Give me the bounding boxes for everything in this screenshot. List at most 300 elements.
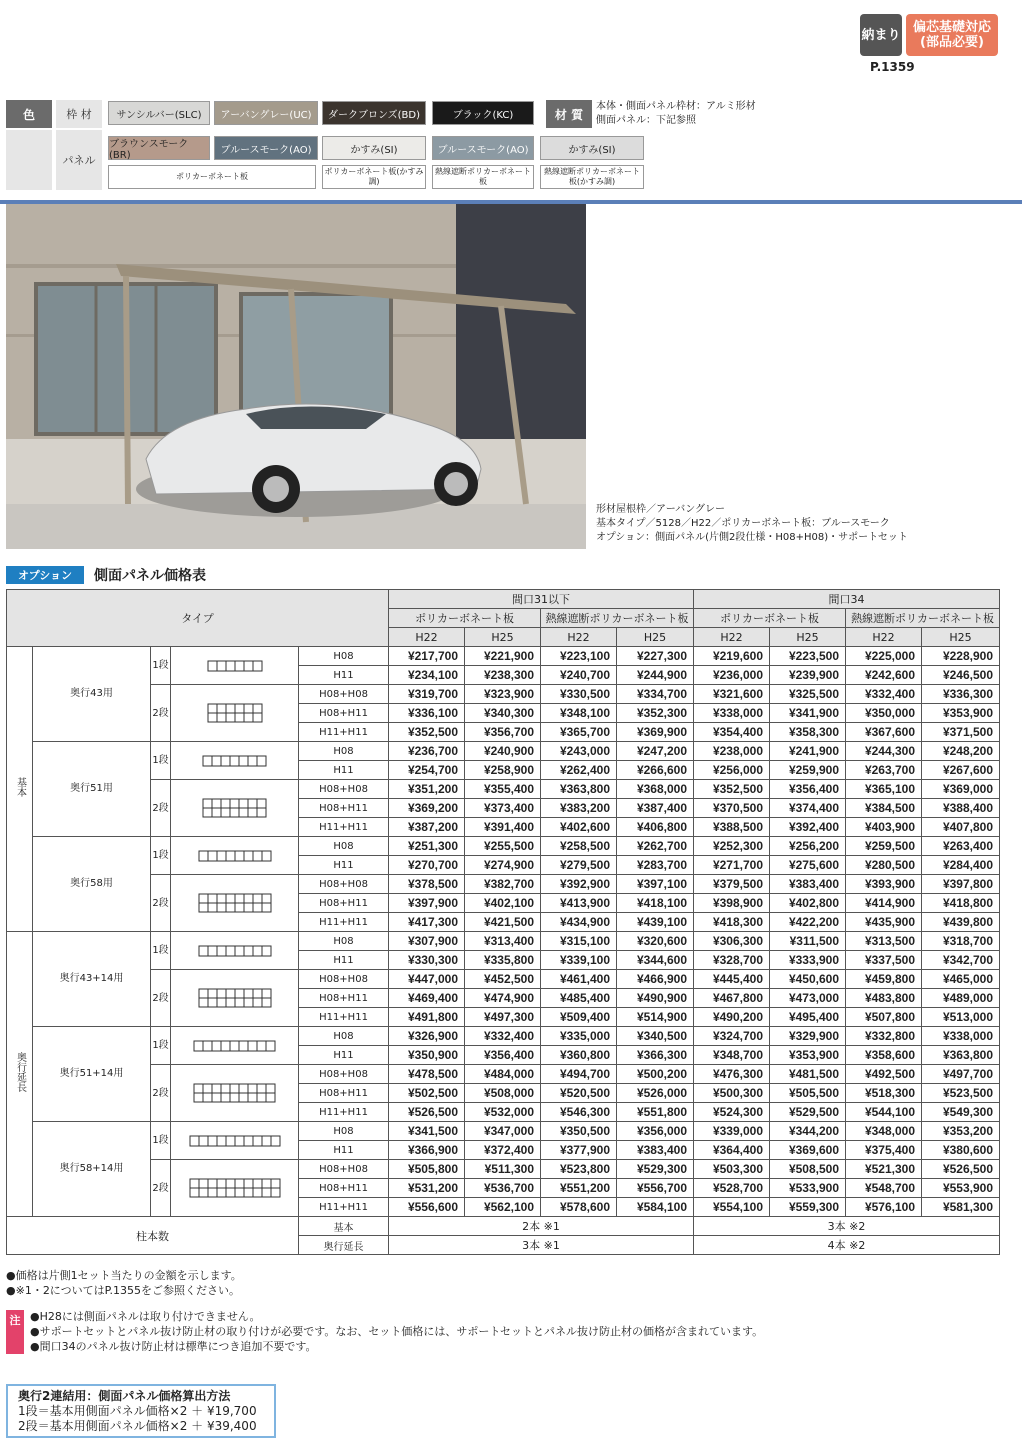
price-cell: ¥348,700 — [694, 1046, 770, 1065]
price-cell: ¥337,500 — [846, 951, 922, 970]
two-tier-cell: 2段 — [151, 1065, 171, 1122]
height-code: H08+H11 — [299, 799, 389, 818]
price-cell: ¥578,600 — [541, 1198, 617, 1217]
height-code: H08+H11 — [299, 704, 389, 723]
price-cell: ¥243,000 — [541, 742, 617, 761]
post-type: 奥行延長 — [299, 1236, 389, 1255]
panel-layout-diagram — [198, 945, 272, 957]
price-cell: ¥354,400 — [694, 723, 770, 742]
price-cell: ¥344,200 — [770, 1122, 846, 1141]
diagram-cell — [171, 647, 299, 685]
price-cell: ¥554,100 — [694, 1198, 770, 1217]
table-row — [7, 932, 1000, 951]
price-cell: ¥469,400 — [389, 989, 465, 1008]
price-cell: ¥360,800 — [541, 1046, 617, 1065]
caution-line: ●H28には側面パネルは取り付けできません。 — [30, 1310, 261, 1323]
price-cell: ¥483,800 — [846, 989, 922, 1008]
price-cell: ¥492,500 — [846, 1065, 922, 1084]
price-cell: ¥503,300 — [694, 1160, 770, 1179]
diagram-cell — [171, 780, 299, 837]
price-table-title: 側面パネル価格表 — [94, 568, 206, 584]
price-cell: ¥485,400 — [541, 989, 617, 1008]
price-cell: ¥413,900 — [541, 894, 617, 913]
price-cell: ¥526,500 — [922, 1160, 1000, 1179]
price-cell: ¥239,900 — [770, 666, 846, 685]
price-cell: ¥551,200 — [541, 1179, 617, 1198]
price-cell: ¥467,800 — [694, 989, 770, 1008]
panel-layout-diagram — [193, 1083, 276, 1103]
price-cell: ¥330,500 — [541, 685, 617, 704]
price-cell: ¥238,000 — [694, 742, 770, 761]
price-cell: ¥523,500 — [922, 1084, 1000, 1103]
price-cell: ¥238,300 — [465, 666, 541, 685]
diagram-cell — [171, 932, 299, 970]
price-cell: ¥335,800 — [465, 951, 541, 970]
price-cell: ¥356,700 — [465, 723, 541, 742]
calc-method-box — [6, 1384, 276, 1438]
price-cell: ¥258,500 — [541, 837, 617, 856]
price-cell: ¥544,100 — [846, 1103, 922, 1122]
price-cell: ¥221,900 — [465, 647, 541, 666]
diagram-cell — [171, 1122, 299, 1160]
panel-swatch: ブルースモーク(AO) — [432, 136, 534, 160]
price-cell: ¥461,400 — [541, 970, 617, 989]
photo-caption — [596, 503, 908, 545]
price-cell: ¥348,000 — [846, 1122, 922, 1141]
price-cell: ¥406,800 — [617, 818, 694, 837]
price-cell: ¥388,400 — [922, 799, 1000, 818]
option-tag: オプション — [6, 566, 84, 584]
price-cell: ¥366,900 — [389, 1141, 465, 1160]
price-cell: ¥307,900 — [389, 932, 465, 951]
price-cell: ¥397,100 — [617, 875, 694, 894]
depth-type-cell: 奥行58+14用 — [33, 1122, 151, 1217]
price-cell: ¥529,300 — [617, 1160, 694, 1179]
price-cell: ¥332,400 — [846, 685, 922, 704]
price-cell: ¥333,900 — [770, 951, 846, 970]
price-cell: ¥375,400 — [846, 1141, 922, 1160]
price-cell: ¥476,300 — [694, 1065, 770, 1084]
panel-layout-diagram — [198, 893, 272, 913]
price-cell: ¥370,500 — [694, 799, 770, 818]
price-cell: ¥341,500 — [389, 1122, 465, 1141]
price-cell: ¥505,800 — [389, 1160, 465, 1179]
price-cell: ¥489,000 — [922, 989, 1000, 1008]
two-tier-cell: 2段 — [151, 780, 171, 837]
category-cell — [7, 932, 33, 1217]
price-cell: ¥392,900 — [541, 875, 617, 894]
price-cell: ¥262,400 — [541, 761, 617, 780]
color-header: 色 — [6, 100, 52, 128]
price-cell: ¥402,600 — [541, 818, 617, 837]
price-cell: ¥549,300 — [922, 1103, 1000, 1122]
price-cell: ¥397,800 — [922, 875, 1000, 894]
table-row — [7, 1065, 1000, 1084]
price-cell: ¥248,200 — [922, 742, 1000, 761]
price-cell: ¥313,500 — [846, 932, 922, 951]
panel-layout-diagram — [207, 703, 263, 723]
two-tier-cell: 2段 — [151, 1160, 171, 1217]
price-cell: ¥367,600 — [846, 723, 922, 742]
price-cell: ¥536,700 — [465, 1179, 541, 1198]
price-cell: ¥383,400 — [617, 1141, 694, 1160]
price-cell: ¥318,700 — [922, 932, 1000, 951]
price-cell: ¥417,300 — [389, 913, 465, 932]
price-cell: ¥508,000 — [465, 1084, 541, 1103]
table-row — [7, 1122, 1000, 1141]
price-cell: ¥383,400 — [770, 875, 846, 894]
caption-line: 形材屋根枠／アーバングレー — [596, 504, 725, 515]
height-code: H11 — [299, 761, 389, 780]
price-cell: ¥514,900 — [617, 1008, 694, 1027]
depth-type-cell: 奥行43+14用 — [33, 932, 151, 1027]
price-cell: ¥332,400 — [465, 1027, 541, 1046]
price-cell: ¥439,100 — [617, 913, 694, 932]
price-cell: ¥358,600 — [846, 1046, 922, 1065]
price-cell: ¥355,400 — [465, 780, 541, 799]
calc-line: 1段＝基本用側面パネル価格×2 ＋ ¥19,700 — [18, 1404, 257, 1418]
material-line: 本体・側面パネル枠材：アルミ形材 — [596, 101, 756, 112]
carport-illustration — [6, 204, 586, 549]
price-cell: ¥339,100 — [541, 951, 617, 970]
diagram-cell — [171, 742, 299, 780]
price-cell: ¥421,500 — [465, 913, 541, 932]
price-cell: ¥387,400 — [617, 799, 694, 818]
price-cell: ¥447,000 — [389, 970, 465, 989]
height-code: H08+H11 — [299, 894, 389, 913]
one-tier-cell: 1段 — [151, 837, 171, 875]
table-row — [7, 647, 1000, 666]
price-cell: ¥274,900 — [465, 856, 541, 875]
depth-type-cell: 奥行43用 — [33, 647, 151, 742]
height-code: H08+H08 — [299, 685, 389, 704]
price-cell: ¥369,600 — [770, 1141, 846, 1160]
price-cell: ¥324,700 — [694, 1027, 770, 1046]
height-code: H11 — [299, 1046, 389, 1065]
price-cell: ¥284,400 — [922, 856, 1000, 875]
price-cell: ¥391,400 — [465, 818, 541, 837]
price-cell: ¥334,700 — [617, 685, 694, 704]
price-cell: ¥350,500 — [541, 1122, 617, 1141]
height-code: H08 — [299, 837, 389, 856]
price-cell: ¥388,500 — [694, 818, 770, 837]
price-cell: ¥321,600 — [694, 685, 770, 704]
price-cell: ¥418,800 — [922, 894, 1000, 913]
price-cell: ¥494,700 — [541, 1065, 617, 1084]
price-cell: ¥271,700 — [694, 856, 770, 875]
frame-swatch: アーバングレー(UC) — [214, 101, 318, 125]
panel-swatch: かすみ(SI) — [540, 136, 644, 160]
price-cell: ¥323,900 — [465, 685, 541, 704]
height-code: H08+H08 — [299, 1160, 389, 1179]
category-label: 基本 — [14, 777, 26, 797]
price-cell: ¥344,600 — [617, 951, 694, 970]
price-cell: ¥509,400 — [541, 1008, 617, 1027]
price-cell: ¥270,700 — [389, 856, 465, 875]
price-cell: ¥452,500 — [465, 970, 541, 989]
h22-header: H22 — [541, 628, 617, 647]
table-row — [7, 875, 1000, 894]
price-cell: ¥373,400 — [465, 799, 541, 818]
price-cell: ¥369,200 — [389, 799, 465, 818]
diagram-cell — [171, 1065, 299, 1122]
price-cell: ¥348,100 — [541, 704, 617, 723]
table-row — [7, 1027, 1000, 1046]
price-cell: ¥352,500 — [694, 780, 770, 799]
diagram-cell — [171, 875, 299, 932]
price-cell: ¥326,900 — [389, 1027, 465, 1046]
caption-line: 基本タイプ／5128／H22／ポリカーボネート板：ブルースモーク — [596, 518, 890, 529]
note-line: ●※1・2についてはP.1355をご参照ください。 — [6, 1284, 241, 1297]
post-type: 基本 — [299, 1217, 389, 1236]
depth-type-cell: 奥行51+14用 — [33, 1027, 151, 1122]
panel-note-heat-kasumi: 熱線遮断ポリカーボネート板(かすみ調) — [540, 165, 644, 189]
one-tier-cell: 1段 — [151, 932, 171, 970]
price-cell: ¥223,500 — [770, 647, 846, 666]
price-cell: ¥339,000 — [694, 1122, 770, 1141]
price-cell: ¥531,200 — [389, 1179, 465, 1198]
price-cell: ¥490,900 — [617, 989, 694, 1008]
h22-header: H22 — [694, 628, 770, 647]
price-cell: ¥340,500 — [617, 1027, 694, 1046]
height-code: H08 — [299, 647, 389, 666]
post-count-span31: 3本 ※1 — [389, 1236, 694, 1255]
caution-tag: 注 — [6, 1310, 24, 1354]
material-header: 材 質 — [546, 100, 592, 128]
h22-header: H22 — [846, 628, 922, 647]
price-cell: ¥507,800 — [846, 1008, 922, 1027]
price-cell: ¥559,300 — [770, 1198, 846, 1217]
price-cell: ¥242,600 — [846, 666, 922, 685]
height-code: H11+H11 — [299, 723, 389, 742]
price-cell: ¥330,300 — [389, 951, 465, 970]
price-cell: ¥313,400 — [465, 932, 541, 951]
height-code: H08+H11 — [299, 1179, 389, 1198]
price-cell: ¥521,300 — [846, 1160, 922, 1179]
price-cell: ¥508,500 — [770, 1160, 846, 1179]
price-cell: ¥244,900 — [617, 666, 694, 685]
price-cell: ¥581,300 — [922, 1198, 1000, 1217]
price-cell: ¥481,500 — [770, 1065, 846, 1084]
price-cell: ¥528,700 — [694, 1179, 770, 1198]
price-cell: ¥380,600 — [922, 1141, 1000, 1160]
price-cell: ¥523,800 — [541, 1160, 617, 1179]
frame-swatch: ブラック(KC) — [432, 101, 534, 125]
side-panel-price-table — [6, 589, 1000, 1255]
price-cell: ¥383,200 — [541, 799, 617, 818]
price-cell: ¥244,300 — [846, 742, 922, 761]
caution-line: ●間口34のパネル抜け防止材は標準につき追加不要です。 — [30, 1340, 317, 1353]
price-cell: ¥280,500 — [846, 856, 922, 875]
two-tier-cell: 2段 — [151, 875, 171, 932]
price-cell: ¥352,300 — [617, 704, 694, 723]
price-cell: ¥392,400 — [770, 818, 846, 837]
height-code: H08+H08 — [299, 1065, 389, 1084]
price-cell: ¥556,600 — [389, 1198, 465, 1217]
price-cell: ¥338,000 — [922, 1027, 1000, 1046]
two-tier-cell: 2段 — [151, 970, 171, 1027]
poly-header: ポリカーボネート板 — [389, 609, 541, 628]
price-cell: ¥434,900 — [541, 913, 617, 932]
price-cell: ¥562,100 — [465, 1198, 541, 1217]
frame-swatch: ダークブロンズ(BD) — [322, 101, 426, 125]
post-count-label: 柱本数 — [7, 1217, 299, 1255]
price-cell: ¥384,500 — [846, 799, 922, 818]
osamari-badge: 納まり — [860, 14, 902, 56]
price-cell: ¥584,100 — [617, 1198, 694, 1217]
price-cell: ¥329,900 — [770, 1027, 846, 1046]
price-cell: ¥225,000 — [846, 647, 922, 666]
price-cell: ¥363,800 — [922, 1046, 1000, 1065]
height-code: H11 — [299, 666, 389, 685]
price-cell: ¥502,500 — [389, 1084, 465, 1103]
price-cell: ¥387,200 — [389, 818, 465, 837]
price-cell: ¥259,500 — [846, 837, 922, 856]
price-cell: ¥306,300 — [694, 932, 770, 951]
price-cell: ¥365,700 — [541, 723, 617, 742]
price-cell: ¥258,900 — [465, 761, 541, 780]
height-code: H08+H08 — [299, 875, 389, 894]
span31-header: 間口31以下 — [389, 590, 694, 609]
type-header: タイプ — [7, 590, 389, 647]
price-cell: ¥240,900 — [465, 742, 541, 761]
price-cell: ¥356,400 — [770, 780, 846, 799]
post-count-row — [7, 1217, 1000, 1236]
one-tier-cell: 1段 — [151, 742, 171, 780]
height-code: H11 — [299, 951, 389, 970]
price-cell: ¥251,300 — [389, 837, 465, 856]
panel-layout-diagram — [189, 1178, 281, 1198]
price-cell: ¥497,700 — [922, 1065, 1000, 1084]
price-cell: ¥259,900 — [770, 761, 846, 780]
price-cell: ¥332,800 — [846, 1027, 922, 1046]
price-cell: ¥511,300 — [465, 1160, 541, 1179]
price-cell: ¥325,500 — [770, 685, 846, 704]
price-cell: ¥548,700 — [846, 1179, 922, 1198]
height-code: H11+H11 — [299, 913, 389, 932]
price-cell: ¥546,300 — [541, 1103, 617, 1122]
price-cell: ¥497,300 — [465, 1008, 541, 1027]
price-cell: ¥350,000 — [846, 704, 922, 723]
price-cell: ¥465,000 — [922, 970, 1000, 989]
price-cell: ¥556,700 — [617, 1179, 694, 1198]
panel-swatch: ブラウンスモーク(BR) — [108, 136, 210, 160]
price-cell: ¥532,000 — [465, 1103, 541, 1122]
carport-photo — [6, 204, 586, 549]
price-cell: ¥397,900 — [389, 894, 465, 913]
height-code: H08 — [299, 1122, 389, 1141]
table-row — [7, 742, 1000, 761]
span34-header: 間口34 — [694, 590, 1000, 609]
price-cell: ¥228,900 — [922, 647, 1000, 666]
height-code: H11+H11 — [299, 1198, 389, 1217]
price-cell: ¥254,700 — [389, 761, 465, 780]
table-row — [7, 780, 1000, 799]
panel-layout-diagram — [202, 798, 267, 818]
price-cell: ¥371,500 — [922, 723, 1000, 742]
price-cell: ¥356,400 — [465, 1046, 541, 1065]
price-cell: ¥240,700 — [541, 666, 617, 685]
price-cell: ¥398,900 — [694, 894, 770, 913]
price-cell: ¥526,500 — [389, 1103, 465, 1122]
h25-header: H25 — [465, 628, 541, 647]
panel-label: パネル — [56, 130, 102, 190]
height-code: H11 — [299, 1141, 389, 1160]
table-row — [7, 685, 1000, 704]
h25-header: H25 — [922, 628, 1000, 647]
depth-type-cell: 奥行58用 — [33, 837, 151, 932]
price-cell: ¥347,000 — [465, 1122, 541, 1141]
price-cell: ¥551,800 — [617, 1103, 694, 1122]
price-cell: ¥262,700 — [617, 837, 694, 856]
panel-layout-diagram — [207, 660, 263, 672]
price-cell: ¥352,500 — [389, 723, 465, 742]
price-cell: ¥529,500 — [770, 1103, 846, 1122]
price-cell: ¥335,000 — [541, 1027, 617, 1046]
panel-layout-diagram — [198, 988, 272, 1008]
price-cell: ¥328,700 — [694, 951, 770, 970]
category-cell — [7, 647, 33, 932]
one-tier-cell: 1段 — [151, 647, 171, 685]
price-cell: ¥466,900 — [617, 970, 694, 989]
price-cell: ¥435,900 — [846, 913, 922, 932]
price-cell: ¥364,400 — [694, 1141, 770, 1160]
material-line: 側面パネル：下記参照 — [596, 115, 696, 126]
price-cell: ¥340,300 — [465, 704, 541, 723]
post-count-span34: 4本 ※2 — [694, 1236, 1000, 1255]
price-cell: ¥363,800 — [541, 780, 617, 799]
caution-line: ●サポートセットとパネル抜け防止材の取り付けが必要です。なお、セット価格には、サポートセットとパネル抜け防止材の価格が含まれています。 — [30, 1325, 764, 1338]
price-cell: ¥422,200 — [770, 913, 846, 932]
price-cell: ¥234,100 — [389, 666, 465, 685]
price-cell: ¥236,700 — [389, 742, 465, 761]
panel-note-heat: 熱線遮断ポリカーボネート板 — [432, 165, 534, 189]
price-cell: ¥311,500 — [770, 932, 846, 951]
panel-layout-diagram — [189, 1135, 281, 1147]
price-cell: ¥513,000 — [922, 1008, 1000, 1027]
price-cell: ¥500,300 — [694, 1084, 770, 1103]
table-row — [7, 970, 1000, 989]
price-cell: ¥459,800 — [846, 970, 922, 989]
panel-swatch: かすみ(SI) — [322, 136, 426, 160]
h22-header: H22 — [389, 628, 465, 647]
price-cell: ¥267,600 — [922, 761, 1000, 780]
price-cell: ¥341,900 — [770, 704, 846, 723]
height-code: H08+H08 — [299, 780, 389, 799]
price-cell: ¥377,900 — [541, 1141, 617, 1160]
price-cell: ¥505,500 — [770, 1084, 846, 1103]
price-cell: ¥553,900 — [922, 1179, 1000, 1198]
price-cell: ¥366,300 — [617, 1046, 694, 1065]
price-cell: ¥358,300 — [770, 723, 846, 742]
price-cell: ¥445,400 — [694, 970, 770, 989]
price-cell: ¥369,900 — [617, 723, 694, 742]
calc-title: 奥行2連結用：側面パネル価格算出方法 — [18, 1389, 231, 1403]
post-count-span31: 2本 ※1 — [389, 1217, 694, 1236]
price-cell: ¥478,500 — [389, 1065, 465, 1084]
one-tier-cell: 1段 — [151, 1027, 171, 1065]
price-cell: ¥403,900 — [846, 818, 922, 837]
price-cell: ¥223,100 — [541, 647, 617, 666]
height-code: H11+H11 — [299, 1103, 389, 1122]
price-cell: ¥369,000 — [922, 780, 1000, 799]
price-cell: ¥490,200 — [694, 1008, 770, 1027]
price-cell: ¥338,000 — [694, 704, 770, 723]
price-cell: ¥500,200 — [617, 1065, 694, 1084]
price-cell: ¥219,600 — [694, 647, 770, 666]
height-code: H08 — [299, 932, 389, 951]
price-cell: ¥402,100 — [465, 894, 541, 913]
